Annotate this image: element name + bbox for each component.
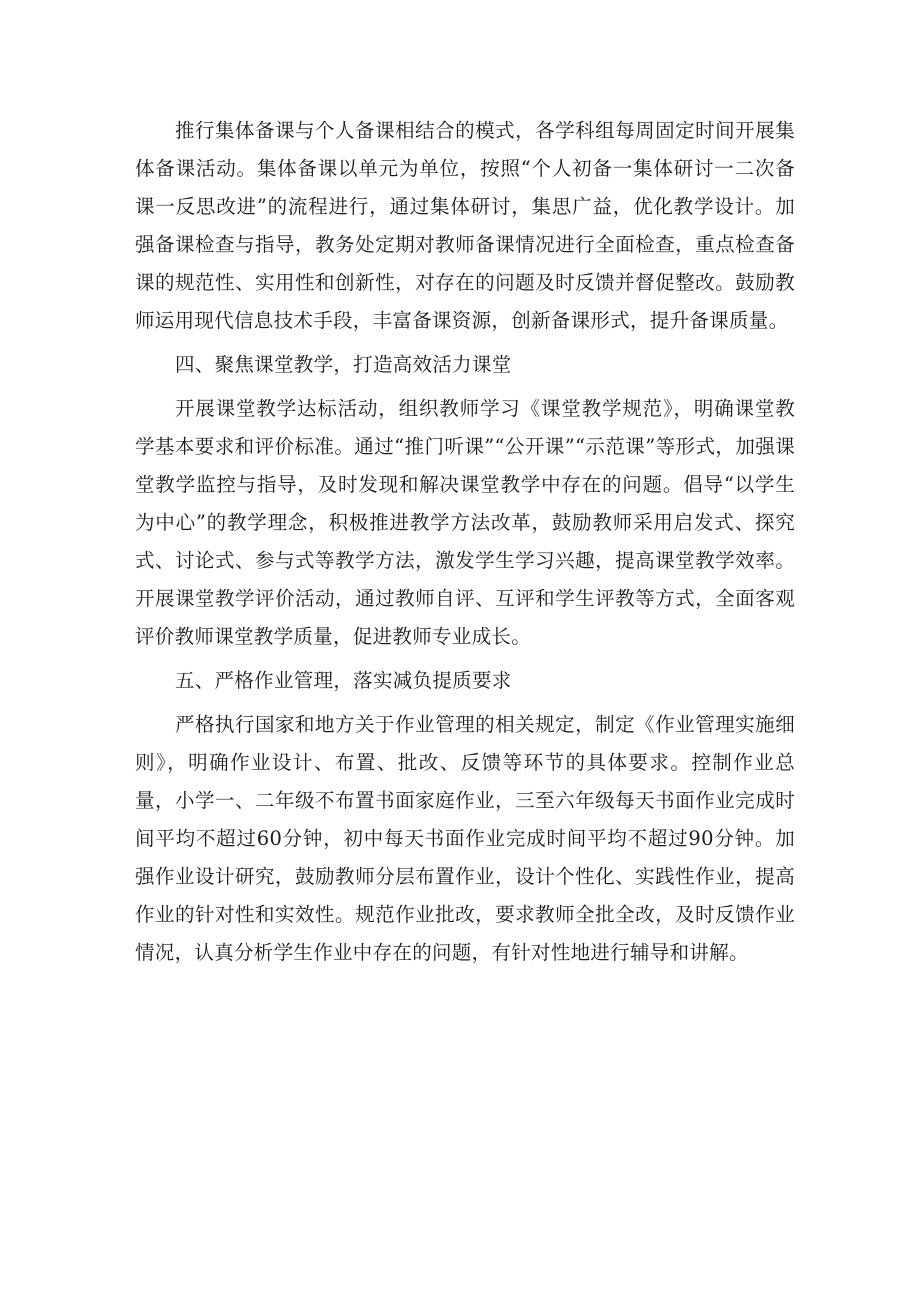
section-heading-homework-management: 五、严格作业管理，落实减负提质要求 bbox=[174, 669, 512, 692]
document-body bbox=[135, 112, 795, 978]
paragraph-homework-management: 严格执行国家和地方关于作业管理的相关规定，制定《作业管理实施细则》，明确作业设计、布置、批改、反馈等环节的具体要求。控制作业总量，小学一、二年级不布置书面家庭作业，三至六年级每天书面作业完成时间平均不超过60分钟，初中每天书面作业完成时间平均不超过90分钟。加强作业设计研究，鼓励教师分层布置作业，设计个性化、实践性作业，提高作业的针对性和实效性。规范作业批改，要求教师全批全改，及时反馈作业情况，认真分析学生作业中存在的问题，有针对性地进行辅导和讲解。 bbox=[135, 713, 795, 964]
paragraph-collective-lesson-prep: 推行集体备课与个人备课相结合的模式，各学科组每周固定时间开展集体备课活动。集体备课以单元为单位，按照“个人初备一集体研讨一二次备课一反思改进”的流程进行，通过集体研讨，集思广益，优化教学设计。加强备课检查与指导，教务处定期对教师备课情况进行全面检查，重点检查备课的规范性、实用性和创新性，对存在的问题及时反馈并督促整改。鼓励教师运用现代信息技术手段，丰富备课资源，创新备课形式，提升备课质量。 bbox=[135, 119, 795, 332]
section-heading-classroom-teaching: 四、聚焦课堂教学，打造高效活力课堂 bbox=[174, 353, 512, 376]
paragraph-classroom-teaching: 开展课堂教学达标活动，组织教师学习《课堂教学规范》，明确课堂教学基本要求和评价标准。通过“推门听课”“公开课”“示范课”等形式，加强课堂教学监控与指导，及时发现和解决课堂教学中存在的问题。倡导“以学生为中心”的教学理念，积极推进教学方法改革，鼓励教师采用启发式、探究式、讨论式、参与式等教学方法，激发学生学习兴趣，提高课堂教学效率。开展课堂教学评价活动，通过教师自评、互评和学生评教等方式，全面客观评价教师课堂教学质量，促进教师专业成长。 bbox=[135, 397, 795, 648]
